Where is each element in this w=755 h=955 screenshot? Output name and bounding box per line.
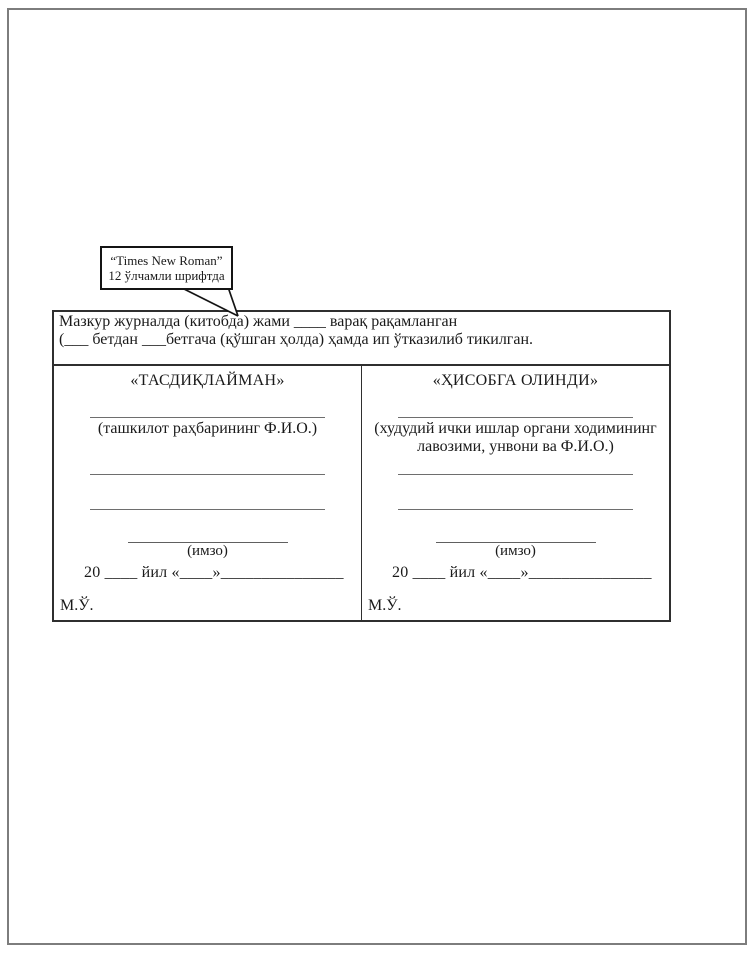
approval-column [54, 366, 362, 620]
registration-heading: «ҲИСОБГА ОЛИНДИ» [432, 372, 599, 389]
registration-lower-block [362, 474, 669, 615]
blank-line-1 [90, 474, 325, 475]
form-intro-cell [54, 312, 669, 366]
intro-line-2: (___ бетдан ___бетгача (қўшган ҳолда) ҳамда ип ўтказилиб тикилган. [59, 331, 534, 348]
blank-line-2 [90, 509, 325, 510]
callout-line-2: 12 ўлчамли шрифтда [108, 268, 225, 283]
stamp-label: М.Ў. [368, 597, 402, 614]
form-columns [54, 366, 669, 620]
blank-line-2 [398, 509, 633, 510]
fio-blank-line [90, 417, 325, 418]
signature-caption: (имзо) [187, 543, 228, 559]
callout-tail [170, 286, 250, 320]
callout-line-1: “Times New Roman” [110, 253, 223, 268]
fio-blank-line [398, 417, 633, 418]
signature-caption: (имзо) [495, 543, 536, 559]
approval-heading: «ТАСДИҚЛАЙМАН» [130, 372, 285, 389]
registration-column [362, 366, 669, 620]
date-line: 20 ____ йил «____»_______________ [84, 564, 344, 581]
stamp-label: М.Ў. [60, 597, 94, 614]
blank-line-1 [398, 474, 633, 475]
fio-caption: (ташкилот раҳбарининг Ф.И.О.) [97, 420, 318, 437]
fio-caption: (худудий ички ишлар органи ходимининг лавозими, унвони ва Ф.И.О.) [374, 420, 657, 455]
font-callout [100, 246, 233, 290]
approval-lower-block [54, 474, 361, 615]
date-line: 20 ____ йил «____»_______________ [392, 564, 652, 581]
intro-line-1: Мазкур журналда (китобда) жами ____ варақ рақамланган [59, 313, 458, 330]
registration-form-table [52, 310, 671, 622]
